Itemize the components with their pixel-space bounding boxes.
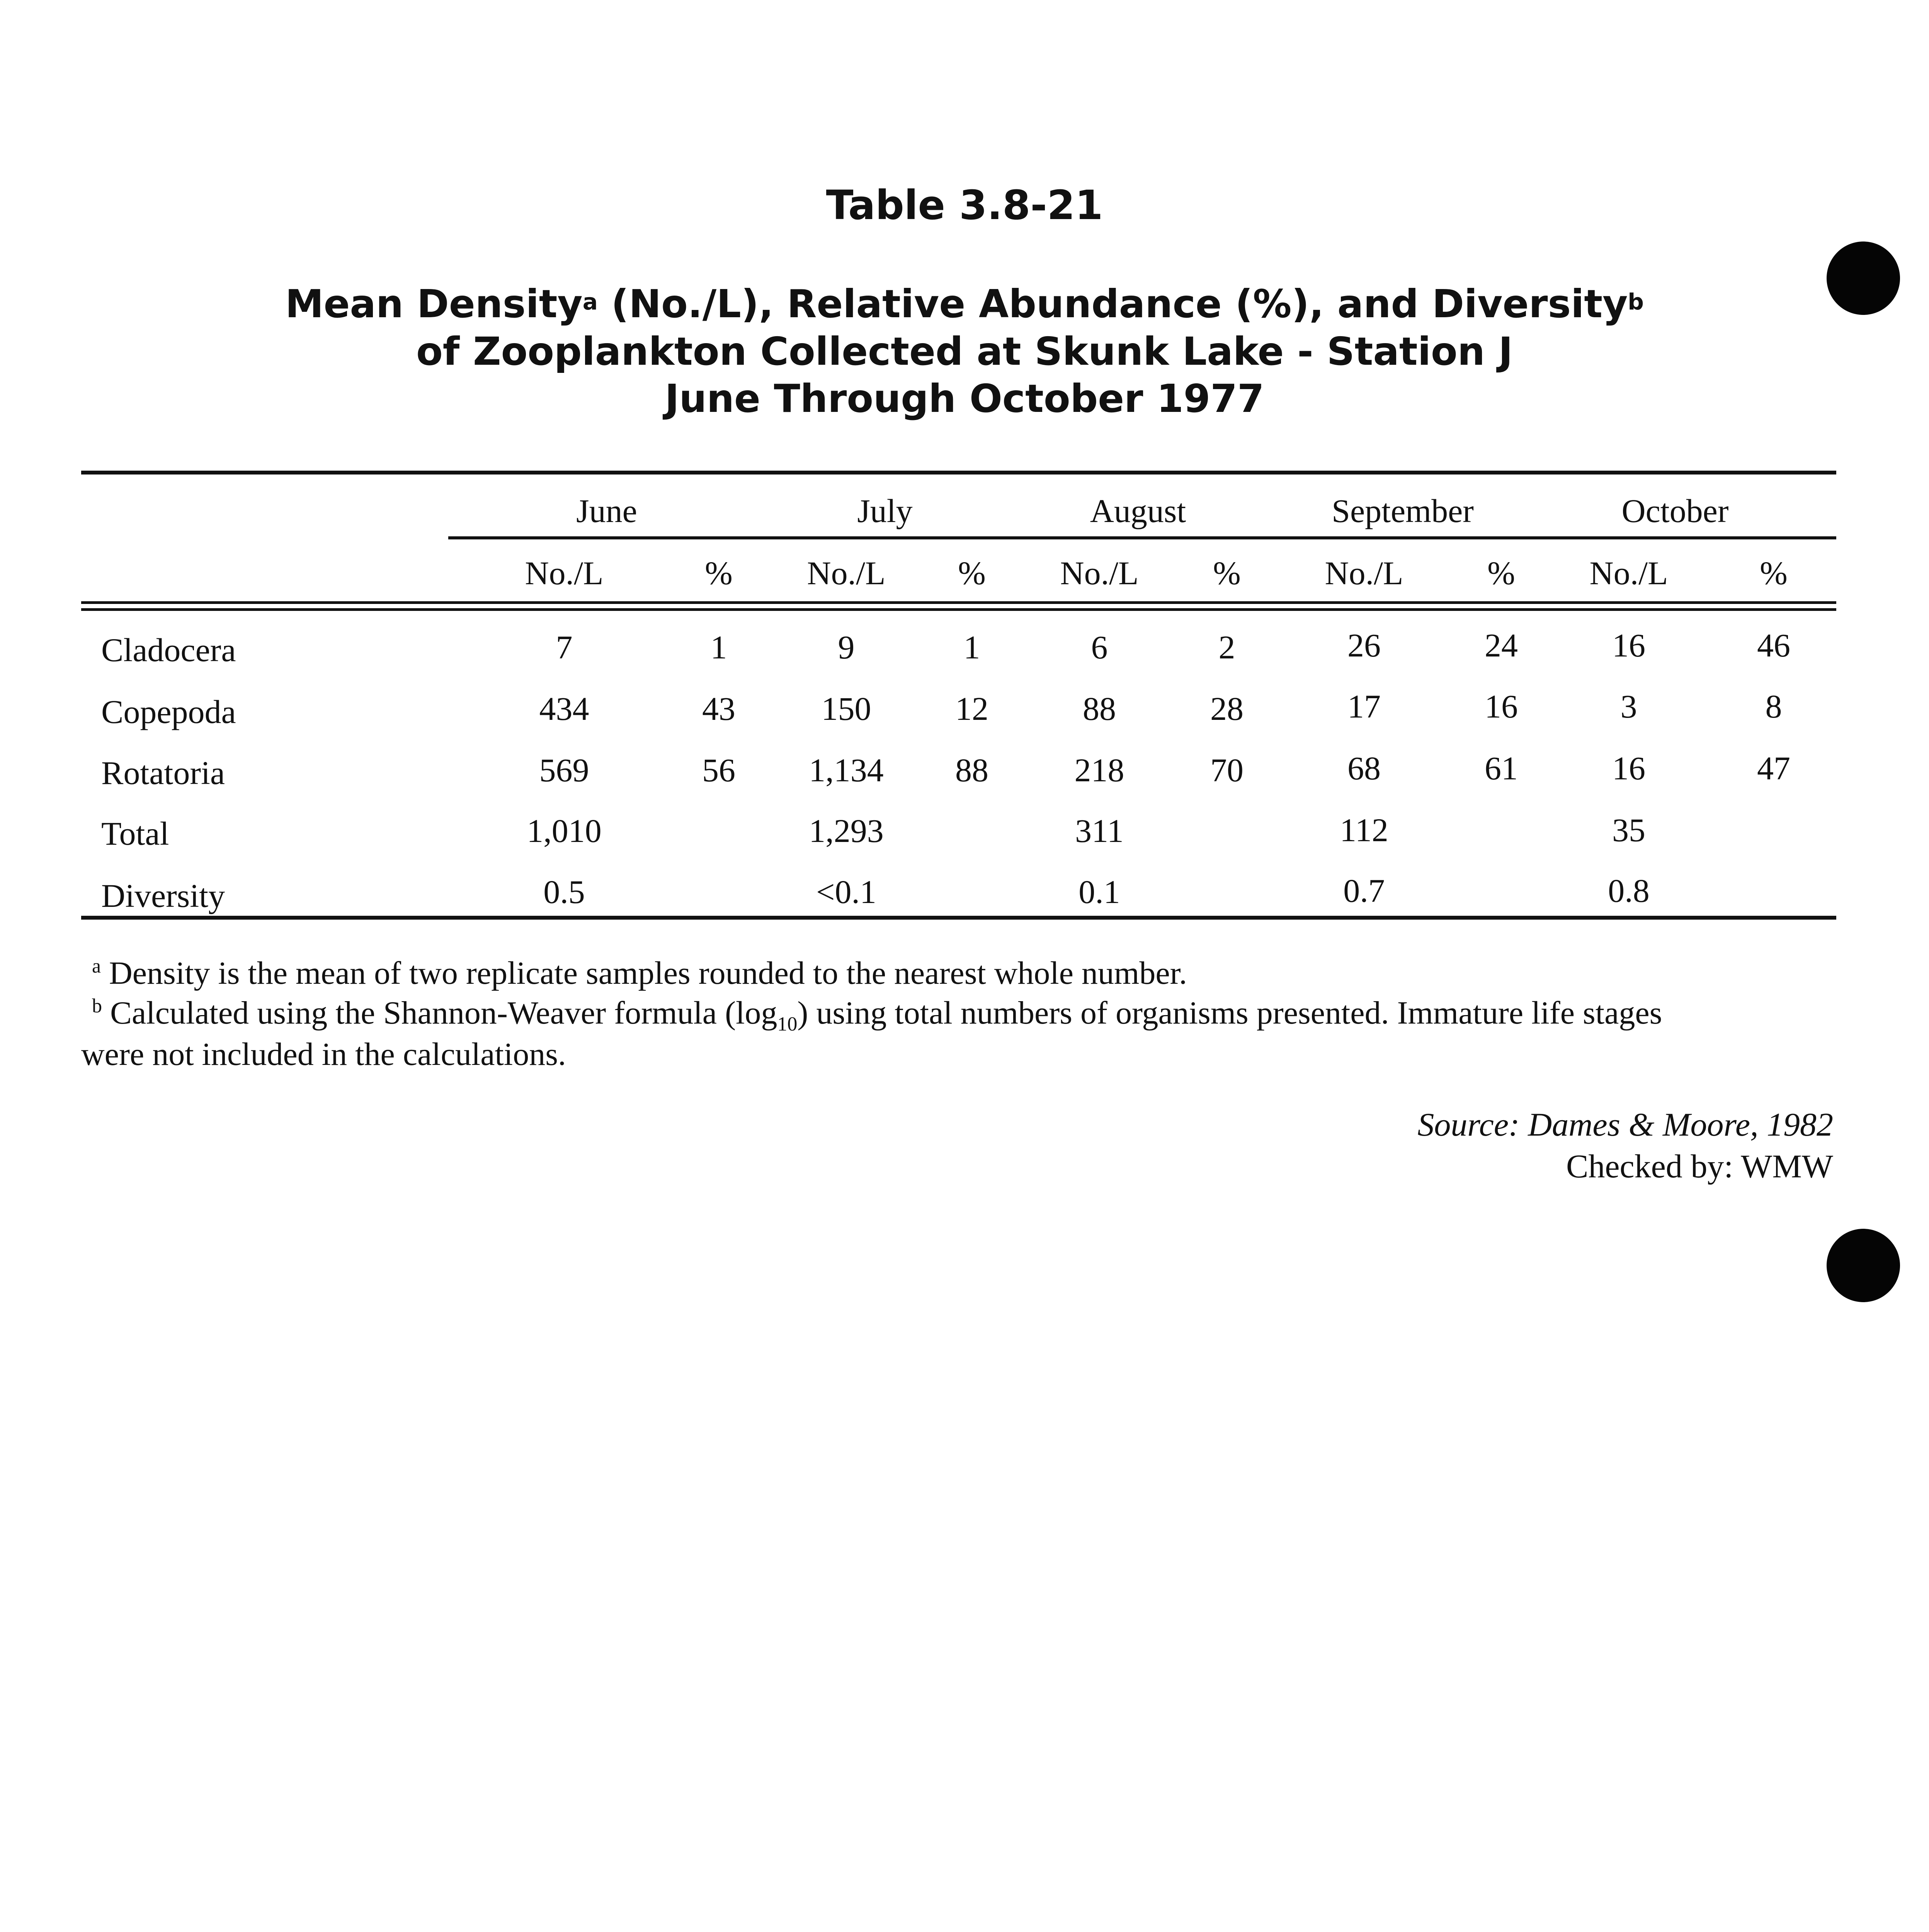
- table-cell: 35: [1612, 811, 1645, 849]
- row-label-cladocera: Cladocera: [101, 631, 236, 668]
- table-cell: 46: [1757, 627, 1790, 664]
- table-cell: 47: [1757, 750, 1790, 787]
- table-top-rule: [81, 471, 1836, 474]
- subheader-august-pct: %: [1213, 554, 1241, 592]
- table-cell: 218: [1074, 752, 1124, 789]
- table-title-line-1: Mean Density$^a$ (No./L), Relative Abundance (%), and Diversity$^b$: [285, 281, 1644, 327]
- month-header-august: August: [1090, 492, 1186, 529]
- month-header-june: June: [576, 492, 637, 529]
- table-cell: 16: [1612, 627, 1645, 664]
- table-cell: 150: [821, 690, 871, 727]
- subheader-july-count: No./L: [807, 554, 886, 592]
- table-cell: 1,293: [809, 812, 884, 849]
- subheader-july-pct: %: [958, 554, 986, 592]
- table-cell: 6: [1091, 629, 1108, 666]
- subheader-october-count: No./L: [1589, 554, 1668, 592]
- table-cell: 68: [1347, 750, 1381, 787]
- table-cell: 2: [1218, 629, 1235, 666]
- punch-hole-middle: [1827, 1229, 1900, 1302]
- row-label-total: Total: [101, 815, 169, 852]
- checked-by: Checked by: WMW: [1566, 1148, 1833, 1185]
- table-cell: 8: [1765, 688, 1782, 725]
- table-cell: 311: [1075, 812, 1124, 849]
- month-header-rule: [448, 536, 1836, 539]
- table-cell: 1: [963, 629, 980, 666]
- month-header-october: October: [1621, 492, 1729, 529]
- table-cell: 112: [1340, 811, 1388, 849]
- subheader-september-count: No./L: [1325, 554, 1403, 592]
- table-cell: 434: [539, 690, 589, 727]
- table-cell: 0.8: [1608, 872, 1650, 909]
- row-label-copepoda: Copepoda: [101, 693, 236, 730]
- table-cell: 16: [1612, 750, 1645, 787]
- table-cell: 88: [1083, 690, 1116, 727]
- source-citation: Source: Dames & Moore, 1982: [1417, 1106, 1833, 1143]
- header-double-rule-1: [81, 601, 1836, 604]
- footnote-b-continuation: were not included in the calculations.: [81, 1036, 566, 1072]
- table-cell: 61: [1485, 750, 1518, 787]
- table-cell: 1,010: [527, 812, 602, 849]
- month-header-september: September: [1332, 492, 1474, 529]
- row-label-rotatoria: Rotatoria: [101, 754, 225, 791]
- table-cell: 70: [1210, 752, 1243, 789]
- table-cell: 7: [556, 629, 573, 666]
- table-cell: 56: [702, 752, 735, 789]
- table-title-line-2: of Zooplankton Collected at Skunk Lake - Station J: [416, 329, 1513, 374]
- footnote-a: $^a$ Density is the mean of two replicate samples rounded to the nearest whole number.: [92, 955, 1187, 991]
- table-cell: 43: [702, 690, 735, 727]
- table-cell: 12: [955, 690, 988, 727]
- header-double-rule-2: [81, 608, 1836, 611]
- subheader-september-pct: %: [1487, 554, 1515, 592]
- table-cell: 1: [710, 629, 727, 666]
- table-cell: 24: [1485, 627, 1518, 664]
- row-label-diversity: Diversity: [101, 877, 225, 914]
- table-cell: 1,134: [809, 752, 884, 789]
- subheader-october-pct: %: [1760, 554, 1788, 592]
- table-number: Table 3.8-21: [826, 182, 1103, 229]
- table-title-line-3: June Through October 1977: [665, 376, 1264, 421]
- table-cell: 28: [1210, 690, 1243, 727]
- table-cell: 16: [1485, 688, 1518, 725]
- table-cell: 0.7: [1343, 872, 1385, 909]
- table-cell: 17: [1347, 688, 1381, 725]
- table-bottom-rule: [81, 916, 1836, 920]
- table-cell: 0.5: [543, 873, 585, 910]
- table-cell: <0.1: [816, 873, 876, 910]
- subheader-june-pct: %: [705, 554, 733, 592]
- table-cell: 9: [838, 629, 855, 666]
- month-header-july: July: [857, 492, 913, 529]
- table-cell: 88: [955, 752, 988, 789]
- table-cell: 0.1: [1078, 873, 1120, 910]
- table-cell: 26: [1347, 627, 1381, 664]
- footnote-b: $^b$ Calculated using the Shannon-Weaver formula $(\log_{10})$ using total numbers of organisms presented. Immature life stages: [92, 995, 1662, 1035]
- subheader-june-count: No./L: [525, 554, 604, 592]
- table-cell: 3: [1620, 688, 1637, 725]
- table-cell: 569: [539, 752, 589, 789]
- subheader-august-count: No./L: [1060, 554, 1139, 592]
